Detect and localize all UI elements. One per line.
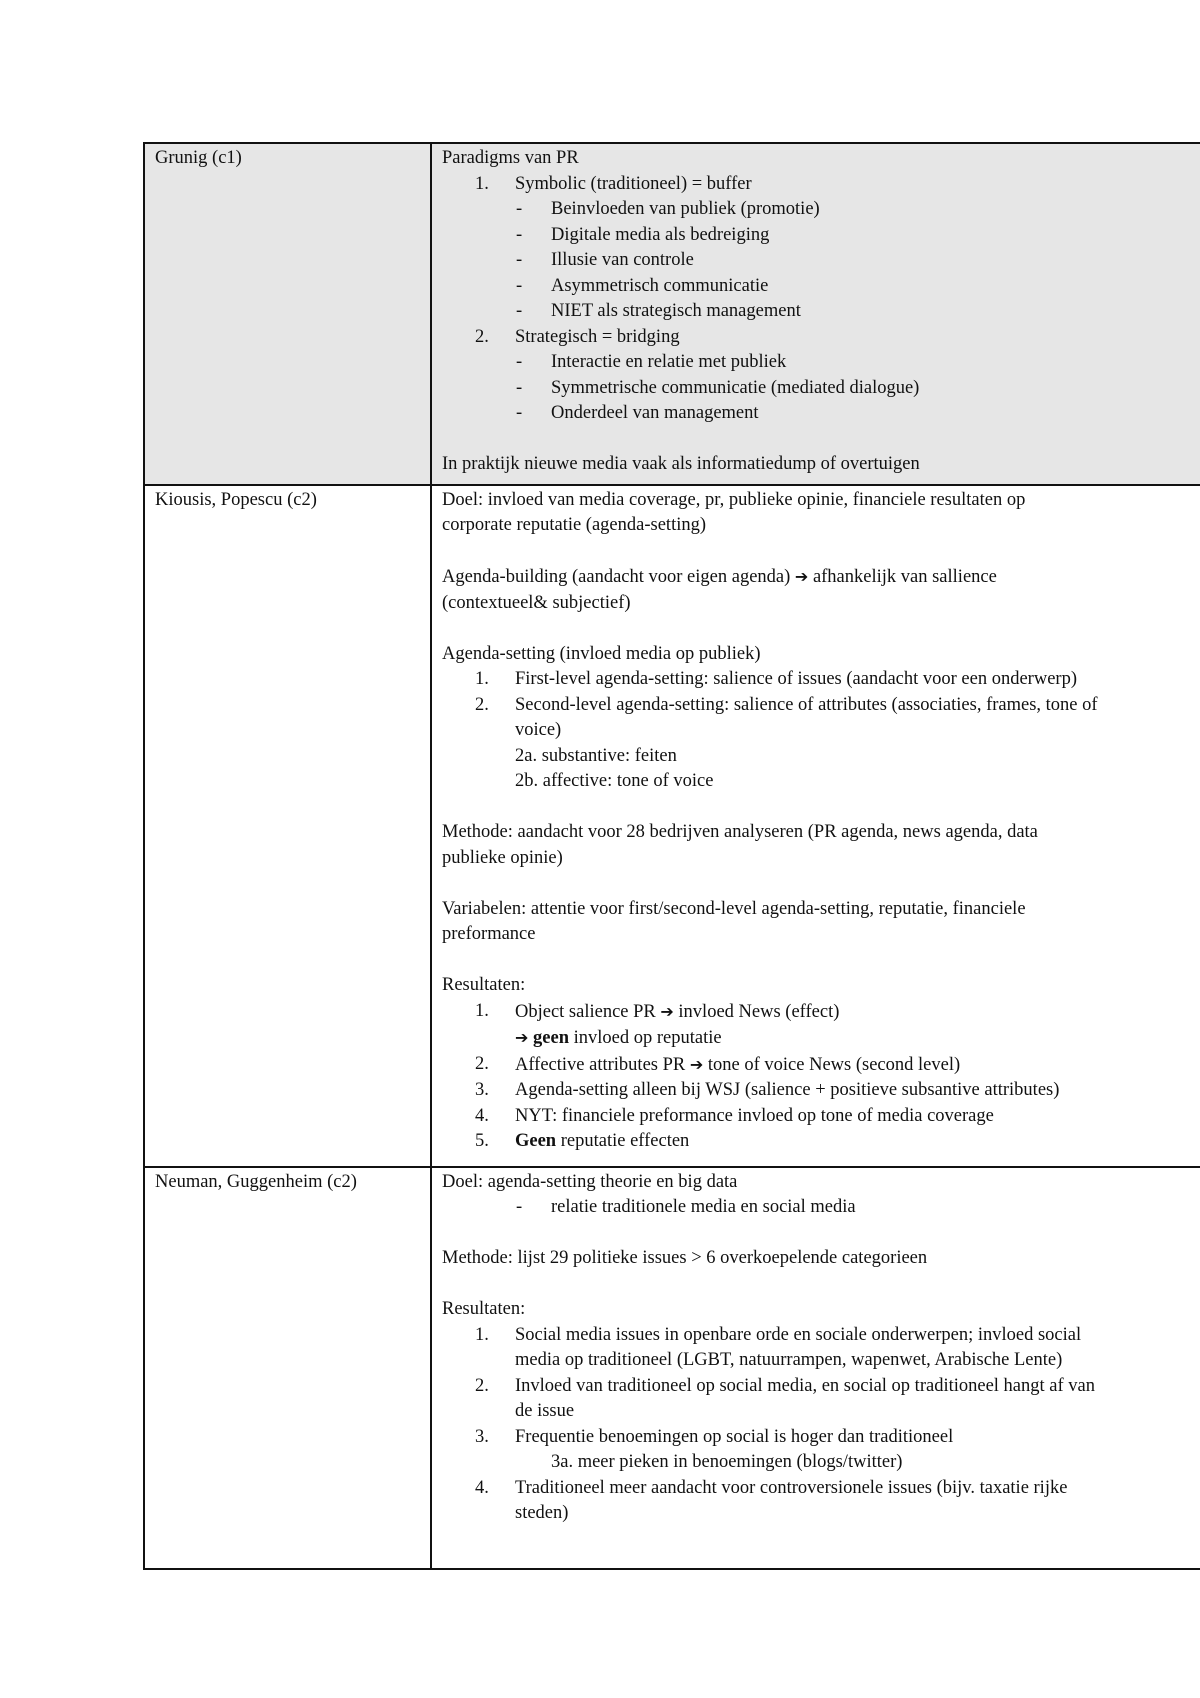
list-item: 4. NYT: financiele preformance invloed op tone of media coverage: [475, 1105, 994, 1126]
cell-title: Paradigms van PR: [442, 148, 579, 168]
bullet-item: - Onderdeel van management: [516, 403, 759, 423]
list-item: 1. Symbolic (traditioneel) = buffer: [475, 173, 752, 194]
arrow-right-icon: ➔: [794, 567, 809, 586]
bullet-item: - Illusie van controle: [516, 250, 694, 270]
methode-line: Methode: aandacht voor 28 bedrijven analyseren (PR agenda, news agenda, data: [442, 822, 1038, 842]
bullet-item: - Interactie en relatie met publiek: [516, 352, 787, 372]
arrow-right-icon: ➔: [689, 1054, 704, 1074]
agenda-building-line: Agenda-building (aandacht voor eigen agenda) ➔ afhankelijk van sallience: [442, 567, 997, 587]
doel-line: corporate reputatie (agenda-setting): [442, 515, 707, 535]
numbered-list: [442, 1323, 1200, 1349]
list-item-continuation: de issue: [515, 1401, 575, 1421]
numbered-list: [442, 1425, 1200, 1451]
numbered-list: [442, 1052, 1200, 1155]
variabelen-line: preformance: [442, 924, 536, 944]
agenda-building-line: (contextueel& subjectief): [442, 592, 631, 613]
numbered-list: [442, 1374, 1200, 1400]
bullet-item: - Beinvloeden van publiek (promotie): [516, 199, 820, 219]
agenda-setting-title: Agenda-setting (invloed media op publiek): [442, 643, 761, 664]
bullet-item: - Symmetrische communicatie (mediated dialogue): [516, 377, 920, 398]
bullet-item: - relatie traditionele media en social media: [516, 1197, 856, 1217]
resultaten-title: Resultaten:: [442, 1299, 526, 1319]
sub-item: 3a. meer pieken in benoemingen (blogs/twitter): [551, 1452, 903, 1472]
arrow-right-icon: ➔: [515, 1028, 529, 1047]
list-item-continuation: steden): [515, 1503, 569, 1523]
list-item: 1. Object salience PR ➔ invloed News (effect): [475, 1000, 840, 1022]
list-item: 2. Invloed van traditioneel op social media, en social op traditioneel hangt af van: [475, 1375, 1095, 1396]
bullet-item: - Digitale media als bedreiging: [516, 224, 770, 245]
cell-note: In praktijk nieuwe media vaak als informatiedump of overtuigen: [442, 454, 920, 474]
author-name: Kiousis, Popescu (c2): [155, 489, 317, 510]
list-item: 2. Strategisch = bridging: [475, 326, 680, 347]
numbered-list: [442, 325, 1200, 351]
bullet-item: - Asymmetrisch communicatie: [516, 275, 769, 296]
table-row-neuman: [144, 1167, 1200, 1569]
methode-line: Methode: lijst 29 politieke issues > 6 overkoepelende categorieen: [442, 1248, 928, 1268]
bullet-item: - NIET als strategisch management: [516, 301, 801, 321]
variabelen-line: Variabelen: attentie voor first/second-level agenda-setting, reputatie, financiele: [442, 898, 1026, 919]
doel-line: Doel: agenda-setting theorie en big data: [442, 1171, 738, 1192]
list-item: 3. Frequentie benoemingen op social is hoger dan traditioneel: [475, 1426, 954, 1447]
table-row-kiousis: [144, 485, 1200, 1167]
arrow-right-icon: ➔: [660, 1001, 674, 1021]
notes-table: [143, 142, 1200, 1570]
content-cell: [431, 485, 1200, 1167]
author-cell: [144, 1167, 431, 1569]
author-name: Neuman, Guggenheim (c2): [155, 1171, 357, 1192]
methode-line: publieke opinie): [442, 847, 563, 868]
content-cell: [431, 143, 1200, 485]
list-item: 1. First-level agenda-setting: salience of issues (aandacht voor een onderwerp): [475, 669, 1077, 689]
list-item: 2. Affective attributes PR ➔ tone of voice News (second level): [475, 1053, 961, 1075]
author-cell: [144, 143, 431, 485]
list-item: 5. Geen reputatie effecten: [475, 1131, 690, 1151]
list-item: 3. Agenda-setting alleen bij WSJ (salience + positieve subsantive attributes): [475, 1080, 1060, 1100]
doel-line: Doel: invloed van media coverage, pr, publieke opinie, financiele resultaten op: [442, 489, 1026, 510]
list-item-continuation: ➔ geen invloed op reputatie: [515, 1028, 722, 1048]
sub-item: 2b. affective: tone of voice: [515, 771, 714, 791]
numbered-list: [442, 667, 1200, 718]
numbered-list: [442, 1476, 1200, 1502]
list-item-continuation: media op traditioneel (LGBT, natuurrampen, wapenwet, Arabische Lente): [515, 1350, 1063, 1370]
table-row-grunig: [144, 143, 1200, 485]
list-item: 4. Traditioneel meer aandacht voor controversionele issues (bijv. taxatie rijke: [475, 1477, 1068, 1498]
sub-item: 2a. substantive: feiten: [515, 745, 677, 766]
list-item-continuation: voice): [515, 720, 562, 740]
numbered-list: [442, 172, 1200, 198]
list-item: 2. Second-level agenda-setting: salience of attributes (associaties, frames, tone of: [475, 694, 1098, 715]
author-cell: [144, 485, 431, 1167]
resultaten-title: Resultaten:: [442, 975, 526, 995]
numbered-list: [442, 999, 1200, 1026]
list-item: 1. Social media issues in openbare orde en sociale onderwerpen; invloed social: [475, 1324, 1082, 1345]
author-name: Grunig (c1): [155, 148, 242, 168]
content-cell: [431, 1167, 1200, 1569]
